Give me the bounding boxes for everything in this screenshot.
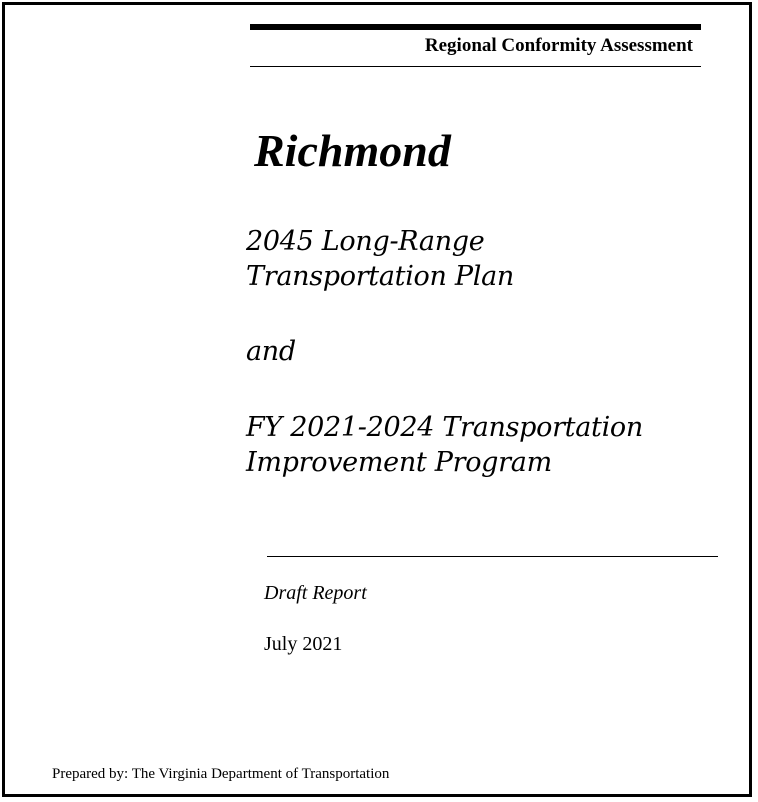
page-border [2, 2, 752, 797]
report-type-heading: Regional Conformity Assessment [424, 35, 693, 56]
report-status: Draft Report [264, 582, 367, 604]
long-range-plan-title [246, 224, 514, 294]
conjunction-text: and [246, 336, 296, 367]
header-thin-rule [250, 66, 701, 67]
plan-title-line-2: Transportation Plan [246, 261, 514, 292]
header-thick-rule [250, 24, 701, 30]
section-divider [267, 556, 718, 557]
plan-title-line-1: 2045 Long-Range [246, 226, 485, 257]
report-date: July 2021 [264, 633, 343, 655]
prepared-by-credit: Prepared by: The Virginia Department of Transportation [52, 766, 390, 782]
program-title-line-1: FY 2021-2024 Transportation [246, 412, 643, 443]
improvement-program-title [246, 410, 643, 480]
program-title-line-2: Improvement Program [246, 447, 552, 478]
region-title: Richmond [254, 125, 451, 176]
